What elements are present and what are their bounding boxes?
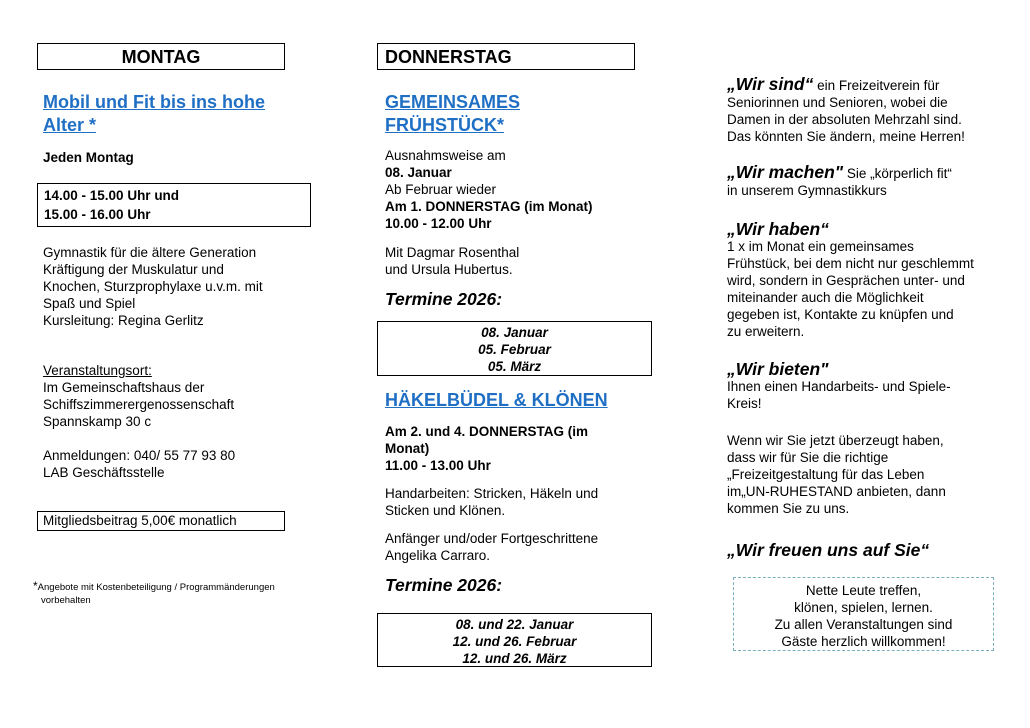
- text-line: „Freizeitgestaltung für das Leben: [727, 467, 925, 482]
- date-line: 12. und 26. März: [462, 651, 567, 666]
- title-line: Alter *: [43, 115, 97, 135]
- venue-line: Spannskamp 30 c: [43, 414, 152, 429]
- termine-label: Termine 2026:: [385, 289, 503, 309]
- time-line: 14.00 - 15.00 Uhr und: [44, 188, 180, 203]
- welcome-line: Gäste herzlich willkommen!: [781, 634, 946, 649]
- convince-block: [727, 432, 1017, 517]
- from-feb-text: Ab Februar wieder: [385, 182, 497, 197]
- thursday-header: DONNERSTAG: [377, 43, 635, 70]
- event-title-haekelbuedel: HÄKELBÜDEL & KLÖNEN: [385, 390, 608, 410]
- text-line: Damen in der absoluten Mehrzahl sind.: [727, 112, 962, 127]
- wir-machen-rest: Sie „körperlich fit“: [843, 166, 952, 181]
- welcome-line: klönen, spielen, lernen.: [794, 600, 933, 615]
- wir-bieten-heading: „Wir bieten": [727, 359, 829, 379]
- closing-heading: „Wir freuen uns auf Sie“: [727, 540, 930, 560]
- date-line: 08. und 22. Januar: [455, 617, 574, 632]
- dates-box: [377, 613, 652, 667]
- registration-block: [43, 447, 235, 481]
- event-title-mobil-fit: [43, 91, 303, 137]
- desc-line: Kursleitung: Regina Gerlitz: [43, 313, 204, 328]
- title-line: FRÜHSTÜCK*: [385, 115, 504, 135]
- desc-line: Knochen, Sturzprophylaxe u.v.m. mit: [43, 279, 263, 294]
- title-line: Mobil und Fit bis ins hohe: [43, 92, 265, 112]
- hosts-text: [385, 244, 519, 278]
- intro-text: Ausnahmsweise am: [385, 148, 506, 163]
- desc-line: Sticken und Klönen.: [385, 503, 506, 518]
- text-line: im„UN-RUHESTAND anbieten, dann: [727, 484, 946, 499]
- desc-line: Handarbeiten: Stricken, Häkeln und: [385, 486, 599, 501]
- text-line: Ihnen einen Handarbeits- und Spiele-: [727, 379, 951, 394]
- audience-line: Angelika Carraro.: [385, 548, 491, 563]
- audience-line: Anfänger und/oder Fortgeschrittene: [385, 531, 599, 546]
- text-line: Seniorinnen und Senioren, wobei die: [727, 95, 948, 110]
- fruehstueck-details: [385, 147, 593, 232]
- text-line: miteinander auch die Möglichkeit: [727, 290, 924, 305]
- venue-label: Veranstaltungsort:: [43, 363, 152, 378]
- haekel-audience: [385, 530, 598, 564]
- text-line: zu erweitern.: [727, 324, 805, 339]
- schedule-line: Monat): [385, 441, 430, 456]
- wir-machen-block: [727, 164, 1017, 199]
- times-box: [37, 183, 311, 227]
- event-title-fruehstueck: [385, 91, 520, 137]
- date-line: 05. Februar: [478, 342, 551, 357]
- text-line: in unserem Gymnastikkurs: [727, 183, 887, 198]
- title-line: GEMEINSAMES: [385, 92, 521, 112]
- text-line: kommen Sie zu uns.: [727, 501, 850, 516]
- host-line: und Ursula Hubertus.: [385, 262, 513, 277]
- first-date: 08. Januar: [385, 165, 452, 180]
- desc-line: Kräftigung der Muskulatur und: [43, 262, 224, 277]
- date-line: 05. März: [487, 359, 542, 374]
- time-line: 15.00 - 16.00 Uhr: [44, 207, 151, 222]
- wir-sind-heading: „Wir sind“: [727, 74, 814, 94]
- termine-label: Termine 2026:: [385, 575, 503, 595]
- schedule-text: Am 1. DONNERSTAG (im Monat): [385, 199, 593, 214]
- venue-line: Schiffszimmerergenossenschaft: [43, 397, 235, 412]
- text-line: Kreis!: [727, 396, 762, 411]
- footnote: [33, 580, 303, 607]
- wir-haben-block: [727, 221, 1022, 340]
- desc-line: Spaß und Spiel: [43, 296, 136, 311]
- desc-line: Gymnastik für die ältere Generation: [43, 245, 257, 260]
- registration-phone: Anmeldungen: 040/ 55 77 93 80: [43, 448, 236, 463]
- registration-office: LAB Geschäftsstelle: [43, 465, 165, 480]
- wir-haben-heading: „Wir haben“: [727, 219, 829, 239]
- text-line: Das könnten Sie ändern, meine Herren!: [727, 129, 965, 144]
- footnote-line: vorbehalten: [41, 595, 91, 606]
- frequency-text: Jeden Montag: [43, 150, 134, 165]
- fee-box: Mitgliedsbeitrag 5,00€ monatlich: [37, 511, 285, 531]
- text-line: wird, sondern in Gesprächen unter- und: [727, 273, 965, 288]
- host-line: Mit Dagmar Rosenthal: [385, 245, 520, 260]
- text-line: gegeben ist, Kontakte zu knüpfen und: [727, 307, 954, 322]
- date-line: 12. und 26. Februar: [452, 634, 577, 649]
- footnote-line: Angebote mit Kostenbeteiligung / Programmänderungen: [37, 582, 275, 593]
- date-line: 08. Januar: [481, 325, 548, 340]
- wir-bieten-block: [727, 361, 1017, 412]
- dates-box: [377, 321, 652, 376]
- welcome-line: Nette Leute treffen,: [805, 583, 922, 598]
- monday-header: MONTAG: [37, 43, 285, 70]
- text-line: dass wir für Sie die richtige: [727, 450, 889, 465]
- venue-line: Im Gemeinschaftshaus der: [43, 380, 205, 395]
- welcome-line: Zu allen Veranstaltungen sind: [774, 617, 953, 632]
- wir-sind-block: [727, 76, 1017, 145]
- haekel-schedule: [385, 423, 588, 474]
- time-text: 11.00 - 13.00 Uhr: [385, 458, 491, 473]
- welcome-box: [733, 577, 994, 651]
- text-line: 1 x im Monat ein gemeinsames: [727, 239, 914, 254]
- haekel-description: [385, 485, 598, 519]
- venue-block: [43, 362, 234, 430]
- footnote-star: *: [33, 579, 38, 593]
- text-line: Wenn wir Sie jetzt überzeugt haben,: [727, 433, 944, 448]
- text-line: Frühstück, bei dem nicht nur geschlemmt: [727, 256, 974, 271]
- wir-sind-rest: ein Freizeitverein für: [813, 78, 940, 93]
- schedule-line: Am 2. und 4. DONNERSTAG (im: [385, 424, 589, 439]
- time-text: 10.00 - 12.00 Uhr: [385, 216, 492, 231]
- wir-machen-heading: „Wir machen": [727, 162, 844, 182]
- course-description: [43, 244, 263, 329]
